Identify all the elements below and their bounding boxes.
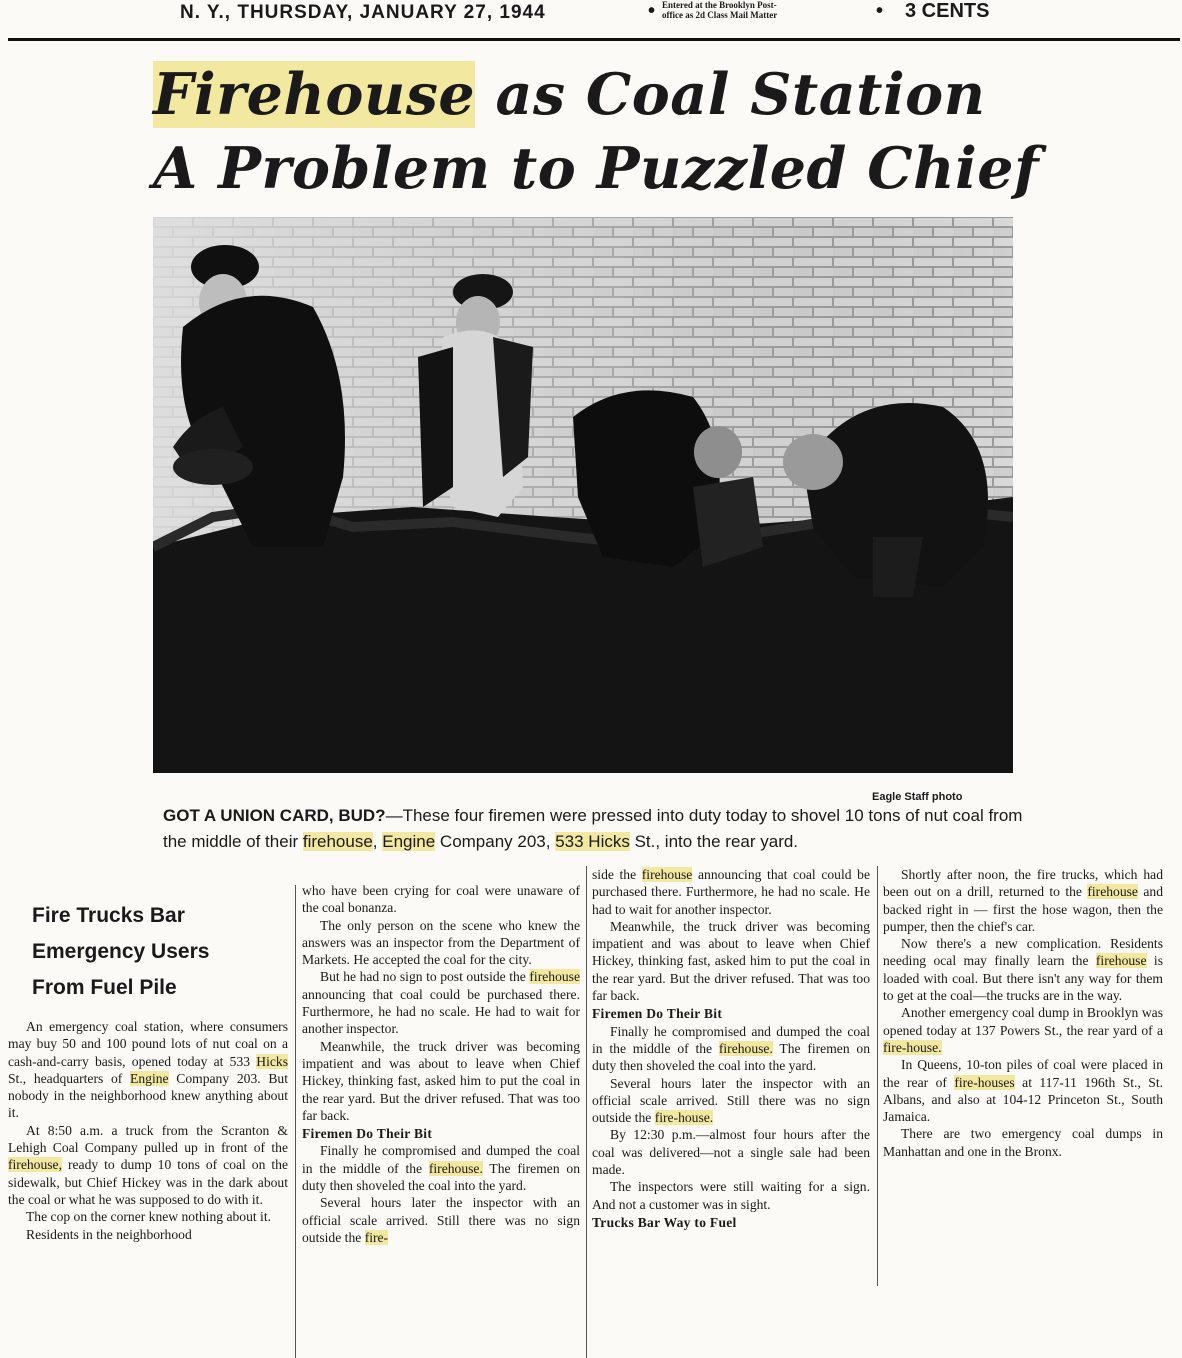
caption-text: St., into the rear yard. xyxy=(629,832,799,851)
subhead-line: Fire Trucks Bar xyxy=(32,904,185,927)
price: 3 CENTS xyxy=(905,0,990,22)
section-heading: Firemen Do Their Bit xyxy=(302,1126,433,1142)
photo-illustration xyxy=(153,217,1013,773)
postal-note xyxy=(662,0,777,20)
paragraph: Now there's a new complication. Residents needing ocal may finally learn the firehouse is loaded with coal. But there isn't any way for them to get at the coal—the trucks are in the way. xyxy=(883,936,1163,1004)
postal-note-line1: Entered at the Brooklyn Post- xyxy=(662,0,777,10)
highlight: firehouse. xyxy=(428,1160,483,1176)
headline-line2: A Problem to Puzzled Chief xyxy=(153,135,1040,202)
masthead xyxy=(0,0,1182,30)
news-photo xyxy=(153,217,1013,773)
article-column-1 xyxy=(8,1018,288,1358)
caption-highlight: Engine xyxy=(382,832,436,851)
highlight: firehouse xyxy=(1087,884,1138,900)
article-column-2 xyxy=(302,882,580,1358)
subhead-line: From Fuel Pile xyxy=(32,976,177,999)
caption-text: —These four firemen were pressed into duty today to shovel 10 tons of nut coal from the middle of their xyxy=(163,806,1023,851)
paragraph: An emergency coal station, where consumers may buy 50 and 100 pound lots of nut coal on a cash-and-carry basis, opened today at 533 Hicks St., headquarters of Engine Company 203. But nobody in the neighborhood knew anything about it. xyxy=(8,1019,288,1121)
photo-caption xyxy=(163,803,1023,855)
highlight: fire-houses xyxy=(954,1074,1015,1090)
paragraph: side the firehouse announcing that coal could be purchased there. Furthermore, he had no scale. He had to wait for another inspector. xyxy=(592,867,870,917)
caption-text: Company 203, xyxy=(435,832,556,851)
bullet-icon: • xyxy=(876,0,884,22)
column-divider xyxy=(877,866,878,1286)
highlight: firehouse. xyxy=(718,1040,773,1056)
column-divider xyxy=(586,866,587,1358)
highlight: Hicks xyxy=(256,1053,288,1069)
dateline: N. Y., THURSDAY, JANUARY 27, 1944 xyxy=(180,2,546,23)
paragraph: At 8:50 a.m. a truck from the Scranton & Lehigh Coal Company pulled up in front of the firehouse, ready to dump 10 tons of coal on the sidewalk, but Chief Hickey was in the dark about the coal or what he was supposed to do with it. xyxy=(8,1122,288,1207)
paragraph: The inspectors were still waiting for a sign. And not a customer was in sight. xyxy=(592,1179,870,1212)
section-heading: Trucks Bar Way to Fuel xyxy=(592,1214,737,1230)
masthead-rule xyxy=(8,38,1180,41)
highlight: fire-house. xyxy=(654,1110,714,1126)
paragraph: Meanwhile, the truck driver was becoming impatient and was about to leave when Chief Hickey, thinking fast, asked him to put the coal in the rear yard. But the driver refused. That was too far back. xyxy=(302,1038,580,1123)
paragraph: Finally he compromised and dumped the coal in the middle of the firehouse. The firemen on duty then shoveled the coal into the yard. xyxy=(592,1023,870,1074)
highlight: fire-house. xyxy=(883,1039,942,1055)
paragraph: who have been crying for coal were unaware of the coal bonanza. xyxy=(302,883,580,916)
paragraph: Another emergency coal dump in Brooklyn was opened today at 137 Powers St., the rear yard of a fire-house. xyxy=(883,1005,1163,1055)
section-heading: Firemen Do Their Bit xyxy=(592,1006,723,1022)
bullet-icon: • xyxy=(648,0,656,22)
highlight: firehouse xyxy=(1095,953,1147,969)
paragraph: The cop on the corner knew nothing about it. xyxy=(26,1209,271,1225)
paragraph: Residents in the neighborhood xyxy=(26,1226,192,1242)
paragraph: Shortly after noon, the fire trucks, which had been out on a drill, returned to the firehouse and backed right in — first the hose wagon, then the pumper, then the chief's car. xyxy=(883,867,1163,934)
caption-highlight: 533 Hicks xyxy=(555,832,630,851)
paragraph: The only person on the scene who knew the answers was an inspector from the Department of Markets. He accepted the coal for the city. xyxy=(302,917,580,968)
paragraph: By 12:30 p.m.—almost four hours after the coal was delivered—not a single sale had been made. xyxy=(592,1127,870,1178)
caption-lead: GOT A UNION CARD, BUD? xyxy=(163,806,386,825)
subhead-line: Emergency Users xyxy=(32,940,210,963)
column-divider xyxy=(295,885,296,1358)
highlight: fire- xyxy=(364,1229,389,1245)
paragraph: But he had no sign to post outside the firehouse announcing that coal could be purchased there. Furthermore, he had no scale. He had to wait for another inspector. xyxy=(302,969,580,1037)
highlight: firehouse xyxy=(529,969,580,985)
paragraph: Several hours later the inspector with an official scale arrived. Still there was no sign outside the fire-house. xyxy=(592,1075,870,1126)
highlight: firehouse, xyxy=(8,1157,62,1173)
article-column-4 xyxy=(883,866,1163,1286)
article-column-3 xyxy=(592,866,870,1358)
paragraph: Several hours later the inspector with an official scale arrived. Still there was no sign outside the fire- xyxy=(302,1195,580,1245)
paragraph: Meanwhile, the truck driver was becoming impatient and was about to leave when Chief Hickey, thinking fast, asked him to put the coal in the rear yard. But the driver refused. That was too far back. xyxy=(592,918,870,1004)
headline-line1 xyxy=(153,58,1113,132)
caption-highlight: firehouse xyxy=(302,832,373,851)
paragraph: Finally he compromised and dumped the coal in the middle of the firehouse. The firemen on duty then shoveled the coal into the yard. xyxy=(302,1143,580,1194)
photo-credit: Eagle Staff photo xyxy=(872,791,963,803)
paragraph: In Queens, 10-ton piles of coal were placed in the rear of fire-houses at 117-11 196th St., St. Albans, and also at 104-12 Princeton St., South Jamaica. xyxy=(883,1057,1163,1125)
caption-text: , xyxy=(372,832,383,851)
headline-highlighted-word: Firehouse xyxy=(153,61,476,128)
postal-note-line2: office as 2d Class Mail Matter xyxy=(662,10,778,20)
headline xyxy=(153,58,1113,206)
subhead xyxy=(32,898,272,1006)
paragraph: There are two emergency coal dumps in Manhattan and one in the Bronx. xyxy=(883,1126,1163,1159)
headline-line1-rest: as Coal Station xyxy=(495,61,986,128)
highlight: Engine xyxy=(130,1070,169,1086)
highlight: firehouse xyxy=(641,867,693,882)
